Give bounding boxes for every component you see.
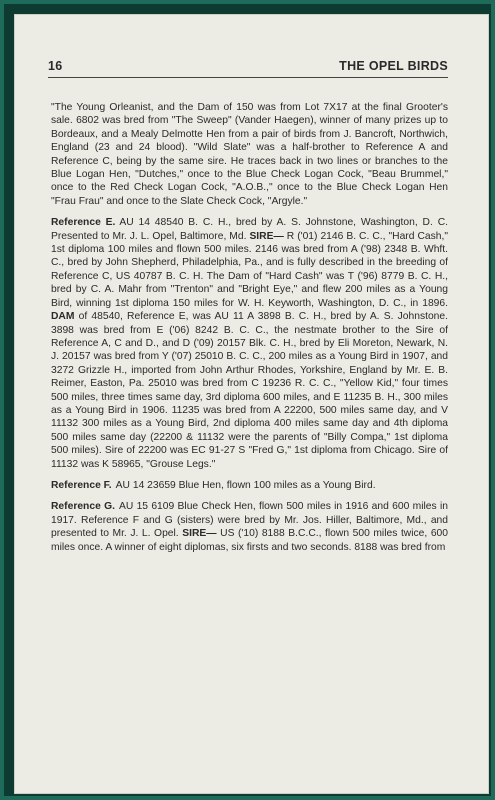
paragraph-text: "The Young Orleanist, and the Dam of 150 was from Lot 7X17 at the final Grooter's sale. 6802 was bred from "The Sweep" (Vander Haegen), winner of many prizes up to Bordeaux, and a Mealy Delmotte Hen from a pair of birds from J. Bancroft, Northwich, England (23 and 24 blood). "Wild Slate" was a half-brother to Reference A and Reference C, being by the same sire. He traces back in two lines or branches to the Blue Logan Hen, "Dutches," once to the Blue Check Logan Cock, "Beau Brummel," once to the Red Check Logan Cock, "A.O.B.," once to the Blue Check Logan Hen "Frau Frau" and once to the Slate Check Cock, "Argyle.": [51, 102, 448, 207]
paragraph-text: US ('10) 8188 B.C.C., flown 500 miles twice, 600 miles once. A winner of eight diplomas, six firsts and two seconds. 8188 was bred from: [51, 528, 448, 553]
photo-frame: [4, 4, 491, 796]
paragraph-text: AU 14 23659 Blue Hen, flown 100 miles as a Young Bird.: [115, 479, 376, 491]
paragraph: [51, 101, 448, 208]
paragraph: [51, 216, 448, 471]
reference-label: Reference E.: [51, 217, 116, 229]
paragraph: [51, 479, 448, 492]
paragraph-text: AU 14 48540 B. C. H., bred by A. S. Johnstone, Washington, D. C. Presented to Mr. J. L. Opel, Baltimore, Md.: [51, 217, 448, 242]
paragraph-text: R ('01) 2146 B. C. C., "Hard Cash," 1st diploma 100 miles and flown 500 miles. 2146 was bred from A ('98) 2348 B. Whft. C., bred by John Shepherd, Philadelphia, Pa., and is fully described in the breeding of Reference C, US 40787 B. C. H. The Dam of "Hard Cash" was T ('96) 8779 B. C. H., bred by C. A. Mahr from "Trenton" and "Bright Eye," and flew 200 miles as a Young Bird, winning 1st diploma 150 miles for W. H. Keyworth, Washington, D. C., in 1896.: [51, 230, 448, 309]
book-page: [14, 14, 489, 794]
bold-keyword: SIRE—: [249, 230, 284, 242]
page-header: [48, 59, 448, 73]
bold-keyword: SIRE—: [182, 528, 217, 540]
running-title: THE OPEL BIRDS: [339, 59, 448, 73]
bold-keyword: DAM: [51, 311, 75, 323]
page-number: 16: [48, 59, 63, 73]
paragraph: [51, 500, 448, 554]
paragraph-text: of 48540, Reference E, was AU 11 A 3898 B. C. H., bred by A. S. Johnstone. 3898 was bred from E ('06) 8242 B. C. C., the nestmate brother to the Sire of Reference A, C and D., and D ('09) 20157 Blk. C. H., bred by Eli Moreton, Newark, N. J. 20157 was bred from Y ('07) 25010 B. C. C., 200 miles as a Young Bird in 1907, and 3272 Grizzle H., imported from John Arthur Rhodes, Yorkshire, England by Mr. E. B. Reimer, Easton, Pa. 25010 was bred from C 19236 R. C. C., "Yellow Kid," four times 500 miles, three times same day, 3rd diploma 600 miles, and E 11235 B. H., 300 miles as a Young Bird in 1906. 11235 was bred from A 22200, 500 miles same day, and V 11132 300 miles as a Young Bird, 2nd diploma 400 miles same day and 4th diploma 500 miles same day (22200 & 11132 were the parents of "Billy Compa," 1st diploma 500 miles). Sire of 22200 was EC 91-27 S "Fred G," 1st diploma from Chicago. Sire of 11132 was K 58965, "Grouse Legs.": [51, 311, 448, 470]
reference-label: Reference F.: [51, 479, 112, 491]
header-rule: [48, 77, 448, 78]
reference-label: Reference G.: [51, 501, 115, 513]
page-body: [51, 101, 448, 562]
paragraph-text: AU 15 6109 Blue Check Hen, flown 500 miles in 1916 and 600 miles in 1917. Reference F and G (sisters) were bred by Mr. Jos. Hiller, Baltimore, Md., and presented to Mr. J. L. Opel.: [51, 501, 448, 540]
